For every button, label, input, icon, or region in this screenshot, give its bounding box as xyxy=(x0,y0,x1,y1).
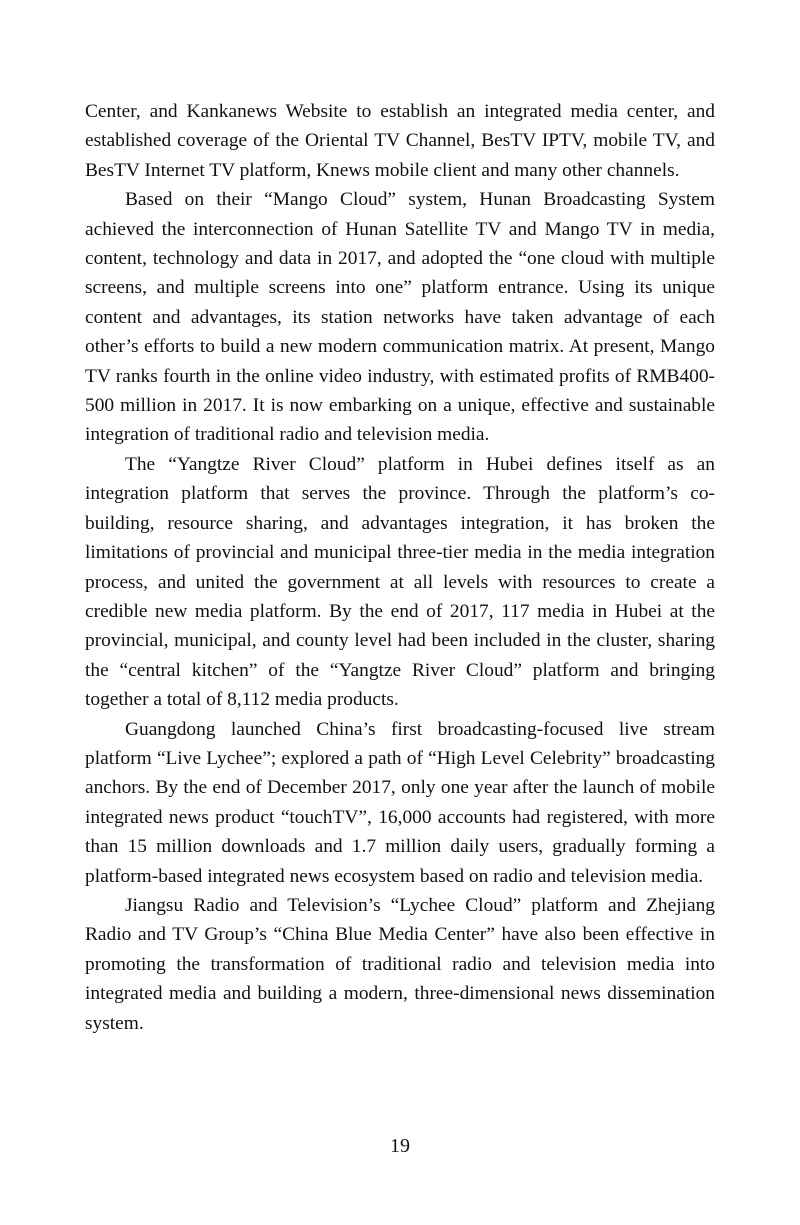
paragraph-hunan: Based on their “Mango Cloud” system, Hunan Broadcasting System achieved the interconnection of Hunan Satellite TV and Mango TV in media, content, technology and data in 2017, and adopted the “one cloud with multiple screens, and multiple screens into one” platform entrance. Using its unique content and advantages, its station networks have taken advantage of each other’s efforts to build a new modern communication matrix. At present, Mango TV ranks fourth in the online video industry, with estimated profits of RMB400-500 million in 2017. It is now embarking on a unique, effective and sustainable integration of traditional radio and television media. xyxy=(85,189,715,446)
paragraph-guangdong: Guangdong launched China’s first broadcasting-focused live stream platform “Live Lychee”; explored a path of “High Level Celebrity” broadcasting anchors. By the end of December 2017, only one year after the launch of mobile integrated news product “touchTV”, 16,000 accounts had registered, with more than 15 million downloads and 1.7 million daily users, gradually forming a platform-based integrated news ecosystem based on radio and television media. xyxy=(85,718,715,887)
paragraph-continuation: Center, and Kankanews Website to establish an integrated media center, and established coverage of the Oriental TV Channel, BesTV IPTV, mobile TV, and BesTV Internet TV platform, Knews mobile client and many other channels. xyxy=(85,101,715,181)
page-number: 19 xyxy=(390,1135,410,1157)
paragraph-jiangsu-zhejiang: Jiangsu Radio and Television’s “Lychee Cloud” platform and Zhejiang Radio and TV Group’s “China Blue Media Center” have also been effective in promoting the transformation of traditional radio and television media into integrated media and building a modern, three-dimensional news dissemination system. xyxy=(85,894,715,1034)
paragraph-hubei: The “Yangtze River Cloud” platform in Hubei defines itself as an integration platform that serves the province. Through the platform’s co-building, resource sharing, and advantages integration, it has broken the limitations of provincial and municipal three-tier media in the media integration process, and united the government at all levels with resources to create a credible new media platform. By the end of 2017, 117 media in Hubei at the provincial, municipal, and county level had been included in the cluster, sharing the “central kitchen” of the “Yangtze River Cloud” platform and bringing together a total of 8,112 media products. xyxy=(85,453,715,711)
page-body xyxy=(85,97,715,1038)
